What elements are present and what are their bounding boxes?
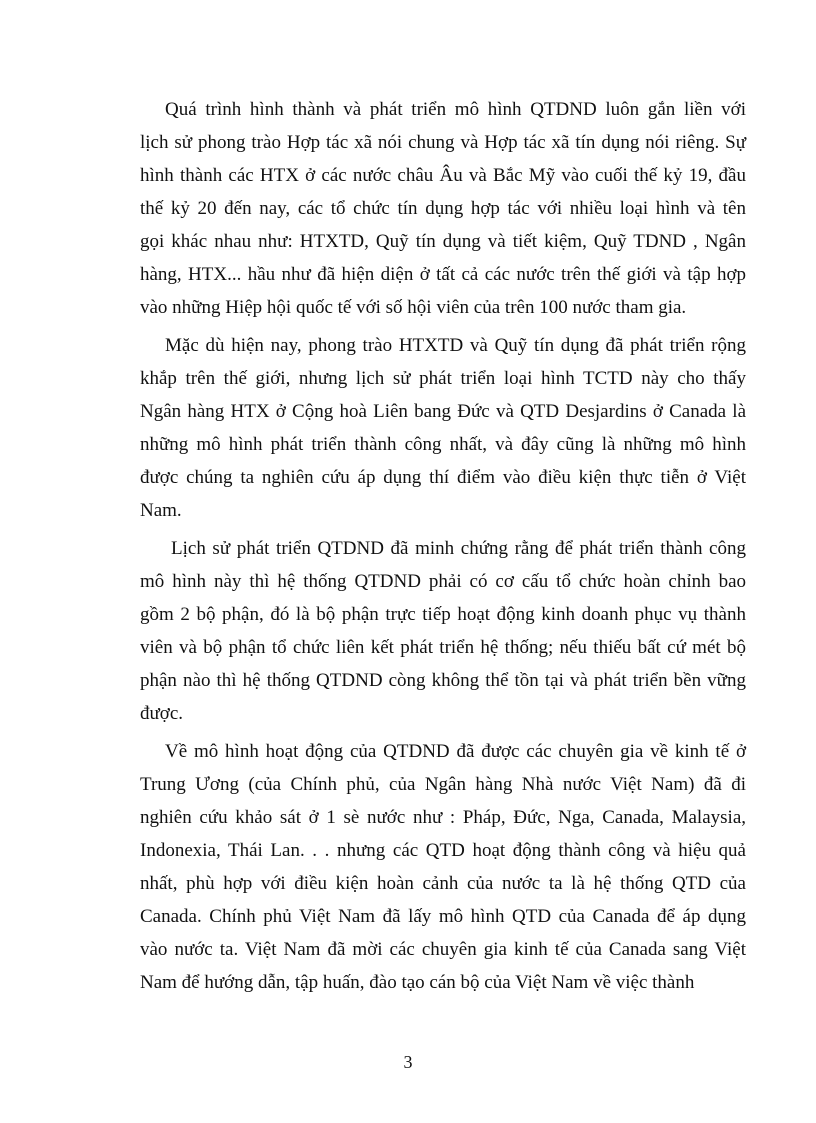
paragraph-3 [140, 532, 746, 730]
paragraph-line: hình thành các HTX ở các nước châu Âu và Bắc Mỹ vào cuối thế kỷ 19, đầu [140, 165, 746, 186]
paragraph-line: thế kỷ 20 đến nay, các tổ chức tín dụng hợp tác với nhiều loại hình và tên [140, 198, 746, 219]
paragraph-line: viên và bộ phận tổ chức liên kết phát triển hệ thống; nếu thiếu bất cứ mét bộ [140, 637, 746, 658]
paragraph-line: những mô hình phát triển thành công nhất, và đây cũng là những mô hình [140, 434, 746, 455]
paragraph-line: Mặc dù hiện nay, phong trào HTXTD và Quỹ tín dụng đã phát triển rộng [165, 335, 746, 356]
document-body [140, 93, 746, 999]
paragraph-line: vào những Hiệp hội quốc tế với số hội viên của trên 100 nước tham gia. [140, 297, 687, 318]
paragraph-line: Ngân hàng HTX ở Cộng hoà Liên bang Đức và QTD Desjardins ở Canada là [140, 401, 746, 422]
paragraph-line: khắp trên thế giới, nhưng lịch sử phát triển loại hình TCTD này cho thấy [140, 368, 746, 389]
paragraph-2 [140, 329, 746, 527]
paragraph-line: nhất, phù hợp với điều kiện hoàn cảnh của nước ta là hệ thống QTD của [140, 873, 746, 894]
paragraph-line: gọi khác nhau như: HTXTD, Quỹ tín dụng và tiết kiệm, Quỹ TDND , Ngân [140, 231, 746, 252]
paragraph-line: Nam để hướng dẫn, tập huấn, đào tạo cán bộ của Việt Nam về việc thành [140, 972, 695, 993]
paragraph-line: lịch sử phong trào Hợp tác xã nói chung và Hợp tác xã tín dụng nói riêng. Sự [140, 132, 746, 153]
paragraph-line: Trung Ương (của Chính phủ, của Ngân hàng Nhà nước Việt Nam) đã đi [140, 774, 746, 795]
paragraph-line: Indonexia, Thái Lan. . . nhưng các QTD hoạt động thành công và hiệu quả [140, 840, 746, 861]
paragraph-line: Nam. [140, 500, 182, 521]
paragraph-line: Lịch sử phát triển QTDND đã minh chứng rằng để phát triển thành công [171, 538, 746, 559]
paragraph-line: hàng, HTX... hầu như đã hiện diện ở tất cả các nước trên thế giới và tập hợp [140, 264, 746, 285]
paragraph-1 [140, 93, 746, 324]
paragraph-line: vào nước ta. Việt Nam đã mời các chuyên gia kinh tế của Canada sang Việt [140, 939, 746, 960]
paragraph-line: Về mô hình hoạt động của QTDND đã được các chuyên gia về kinh tế ở [165, 741, 746, 762]
paragraph-line: Canada. Chính phủ Việt Nam đã lấy mô hình QTD của Canada để áp dụng [140, 906, 746, 927]
paragraph-line: được. [140, 703, 184, 724]
paragraph-line: Quá trình hình thành và phát triển mô hình QTDND luôn gắn liền với [165, 99, 746, 120]
paragraph-line: gồm 2 bộ phận, đó là bộ phận trực tiếp hoạt động kinh doanh phục vụ thành [140, 604, 746, 625]
paragraph-line: phận nào thì hệ thống QTDND còng không thể tồn tại và phát triển bền vững [140, 670, 746, 691]
paragraph-line: nghiên cứu khảo sát ở 1 sè nước như : Pháp, Đức, Nga, Canada, Malaysia, [140, 807, 746, 828]
paragraph-line: mô hình này thì hệ thống QTDND phải có cơ cấu tổ chức hoàn chỉnh bao [140, 571, 746, 592]
page-number: 3 [403, 1052, 413, 1072]
paragraph-line: được chúng ta nghiên cứu áp dụng thí điểm vào điều kiện thực tiễn ở Việt [140, 467, 746, 488]
paragraph-4 [140, 735, 746, 999]
